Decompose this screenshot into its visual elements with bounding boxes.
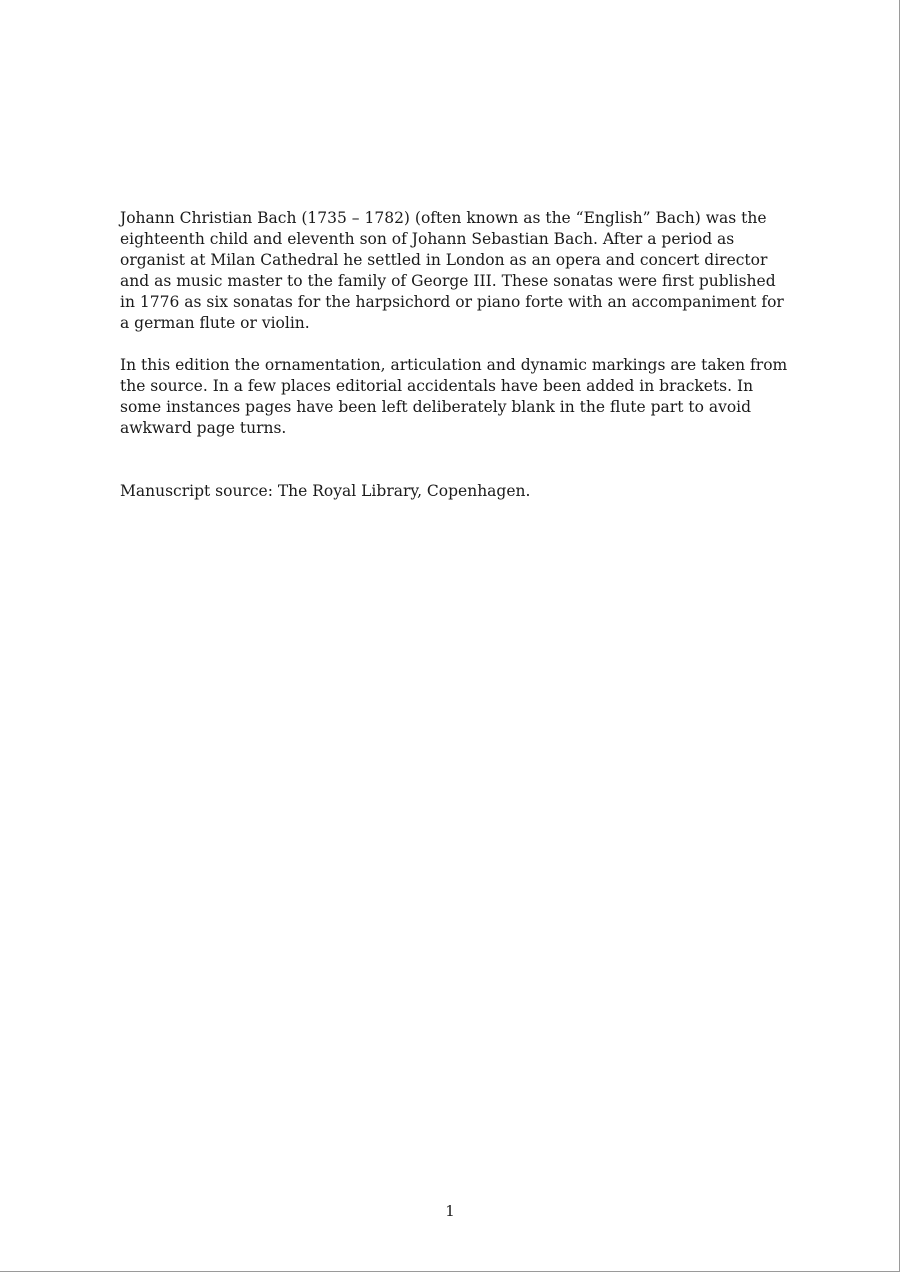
paragraph-biography: Johann Christian Bach (1735 – 1782) (often known as the “English” Bach) was the eighteenth child and eleventh son of Johann Sebastian Bach. After a period as organist at Milan Cathedral he settled in London as an opera and concert director and as music master to the family of George III. These sonatas were first published in 1776 as six sonatas for the harpsichord or piano forte with an accompaniment for a german flute or violin. bbox=[120, 209, 784, 332]
page-number: 1 bbox=[445, 1202, 455, 1220]
paragraph-edition-notes: In this edition the ornamentation, articulation and dynamic markings are taken from the source. In a few places editorial accidentals have been added in brackets. In some instances pages have been left deliberately blank in the flute part to avoid awkward page turns. bbox=[120, 356, 788, 437]
body-text bbox=[120, 208, 792, 502]
paragraph-manuscript-source: Manuscript source: The Royal Library, Copenhagen. bbox=[120, 482, 531, 500]
